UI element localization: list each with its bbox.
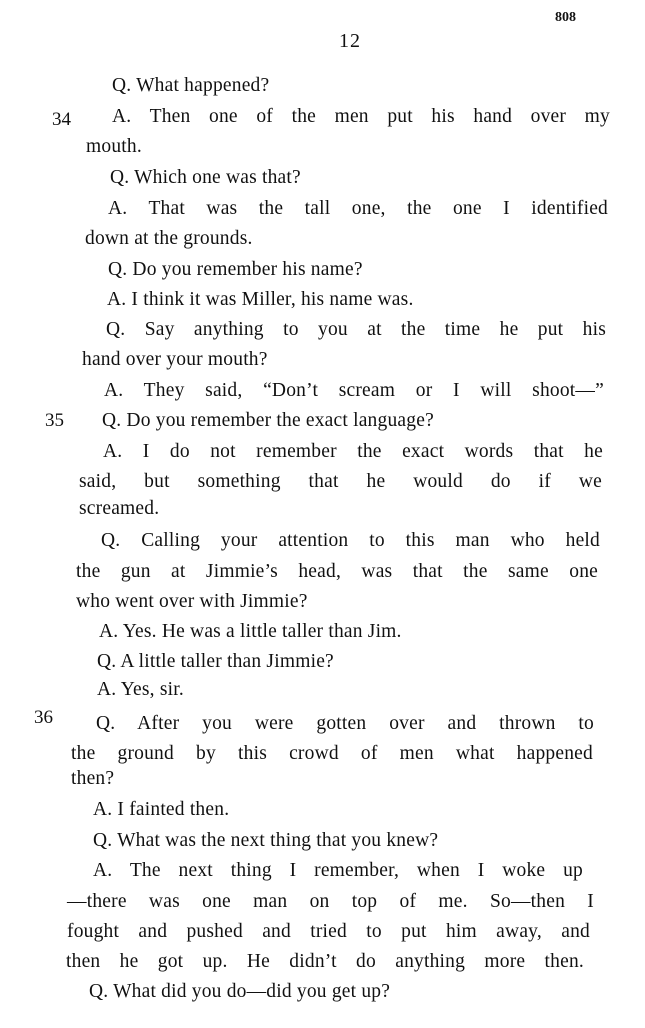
transcript-line: Q. What did you do—did you get up? (89, 981, 391, 1002)
transcript-line: the ground by this crowd of men what happened (71, 743, 593, 764)
transcript-line: who went over with Jimmie? (76, 591, 308, 612)
transcript-line: A. Yes. He was a little taller than Jim. (99, 621, 402, 642)
transcript-line: A. They said, “Don’t scream or I will shoot—” (104, 380, 604, 401)
transcript-line: A. The next thing I remember, when I woke up (93, 860, 583, 881)
page-number: 12 (339, 30, 361, 52)
corner-number: 808 (555, 10, 576, 25)
transcript-line: down at the grounds. (85, 228, 253, 249)
margin-line-number: 34 (52, 109, 71, 130)
transcript-line: mouth. (86, 136, 142, 157)
transcript-line: Q. A little taller than Jimmie? (97, 651, 334, 672)
transcript-line: Q. Calling your attention to this man who held (101, 530, 600, 551)
transcript-line: fought and pushed and tried to put him away, and (67, 921, 590, 942)
margin-line-number: 36 (34, 707, 53, 728)
transcript-line: Q. What was the next thing that you knew? (93, 830, 439, 851)
transcript-line: Q. Do you remember his name? (108, 259, 363, 280)
transcript-line: screamed. (79, 498, 160, 519)
transcript-line: then? (71, 768, 115, 789)
transcript-line: Q. After you were gotten over and thrown to (96, 713, 594, 734)
transcript-line: A. I think it was Miller, his name was. (107, 289, 414, 310)
transcript-line: A. Then one of the men put his hand over my (112, 106, 610, 127)
transcript-line: hand over your mouth? (82, 349, 268, 370)
transcript-line: Q. Do you remember the exact language? (102, 410, 434, 431)
transcript-line: —there was one man on top of me. So—then I (67, 891, 594, 912)
transcript-line: Q. Say anything to you at the time he put his (106, 319, 606, 340)
margin-line-number: 35 (45, 410, 64, 431)
transcript-line: A. That was the tall one, the one I identified (108, 198, 608, 219)
transcript-line: A. I fainted then. (93, 799, 230, 820)
transcript-line: then he got up. He didn’t do anything more then. (66, 951, 584, 972)
transcript-line: A. I do not remember the exact words that he (103, 441, 603, 462)
transcript-line: the gun at Jimmie’s head, was that the same one (76, 561, 598, 582)
transcript-line: said, but something that he would do if we (79, 471, 602, 492)
transcript-line: A. Yes, sir. (97, 679, 184, 700)
transcript-line: Q. What happened? (112, 75, 270, 96)
transcript-line: Q. Which one was that? (110, 167, 301, 188)
